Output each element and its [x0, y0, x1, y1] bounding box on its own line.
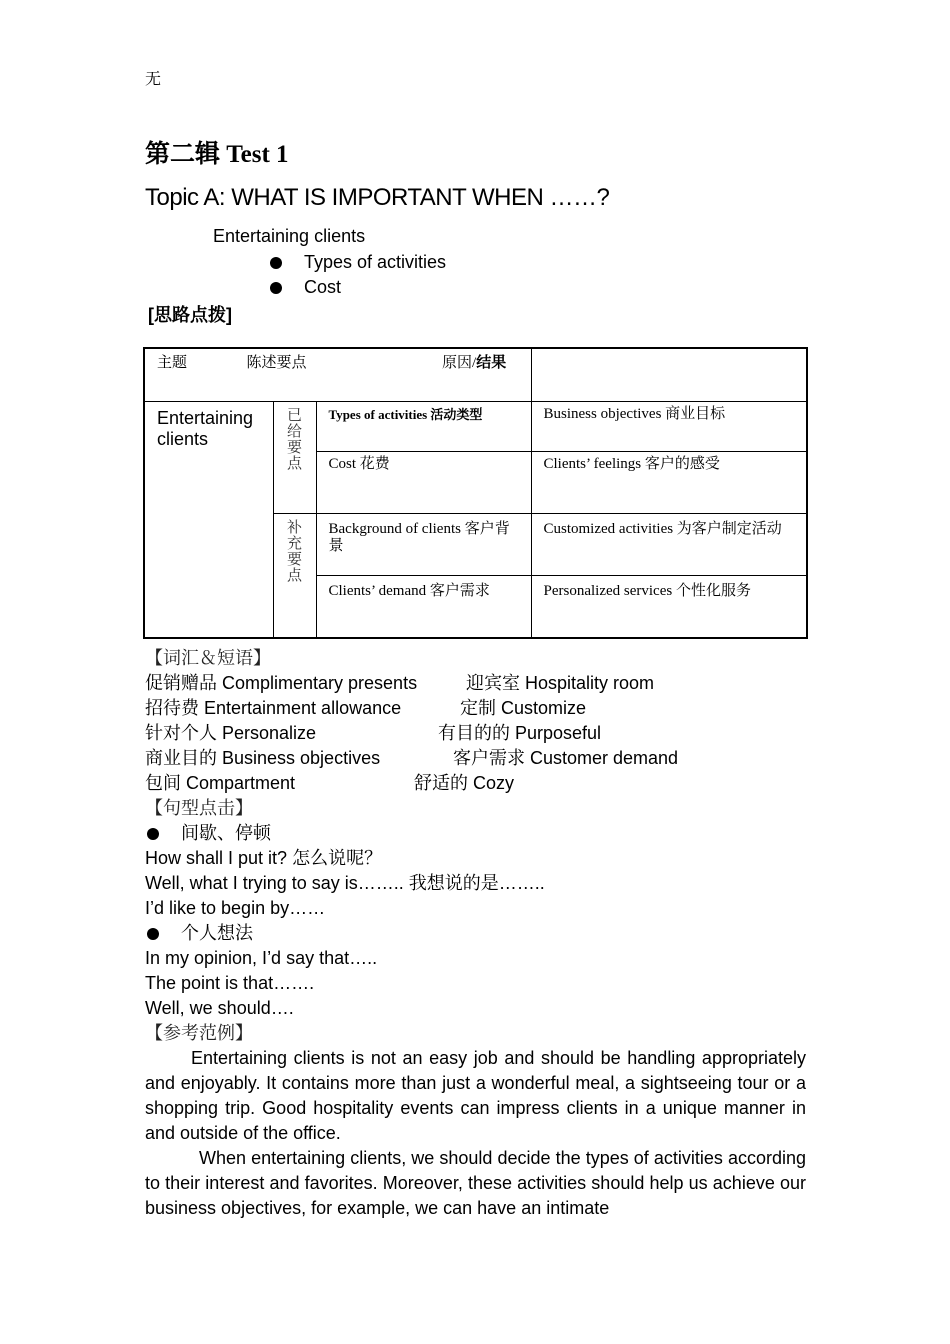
vocab-heading: 【词汇＆短语】: [145, 648, 271, 668]
list-item: Types of activities: [268, 250, 446, 275]
extra-points-label: 补 充 要 点: [273, 514, 316, 638]
list-item: 商业目的 Business objectives 客户需求 Customer demand: [145, 748, 679, 768]
subject-cell: Entertaining clients: [144, 402, 273, 638]
bullet-icon: [147, 828, 159, 840]
point-cell: Clients’ demand 客户需求: [316, 576, 531, 638]
point-cell: Cost 花费: [316, 452, 531, 514]
reason-cell: Customized activities 为客户制定活动: [531, 514, 807, 576]
header-reason-bold: 结果: [476, 355, 507, 371]
header-points: 陈述要点: [246, 355, 307, 371]
list-item: Well, what I trying to say is…….. 我想说的是……..: [145, 873, 545, 893]
bullet-icon: [270, 257, 282, 269]
given-points-label: 已 给 要 点: [273, 402, 316, 514]
sentence-heading: 【句型点击】: [145, 798, 253, 818]
bullet-icon: [147, 928, 159, 940]
list-item: In my opinion, I’d say that…..: [145, 948, 378, 968]
list-item: 促销赠品 Complimentary presents 迎宾室 Hospitality room: [145, 673, 655, 693]
list-item: Well, we should….: [145, 998, 294, 1018]
table-header-row: [144, 348, 807, 402]
list-item: 包间 Compartment 舒适的 Cozy: [145, 773, 515, 793]
table-row: [144, 402, 807, 452]
point-cell: Background of clients 客户背景: [316, 514, 531, 576]
header-topic: 主题: [157, 355, 188, 371]
list-item: Cost: [268, 275, 446, 300]
vocab-section: [145, 646, 678, 1046]
pause-heading: 间歇、停顿: [145, 821, 678, 846]
point-cell: Types of activities 活动类型: [316, 402, 531, 452]
sample-paragraph: When entertaining clients, we should decide the types of activities according to their interest and favorites. Moreover, these activities should help us achieve our business objectives, for example, we can have an intimate: [145, 1148, 806, 1218]
list-item: The point is that…….: [145, 973, 315, 993]
sample-heading: 【参考范例】: [145, 1023, 253, 1043]
header-reason: 原因/: [442, 355, 477, 371]
bullet-icon: [270, 282, 282, 294]
sample-paragraph: Entertaining clients is not an easy job and should be handling appropriately and enjoyably. It contains more than just a wonderful meal, a sightseeing tour or a shopping trip. Good hospitality events can impress clients in a unique manner in and outside of the office.: [145, 1048, 806, 1143]
tip-label: [思路点拨]: [148, 305, 232, 325]
reason-cell: Clients’ feelings 客户的感受: [531, 452, 807, 514]
ideas-table: [143, 347, 808, 639]
volume-title: 第二辑 Test 1: [145, 141, 289, 168]
topic-subject: Entertaining clients: [213, 226, 366, 246]
reason-cell: Business objectives 商业目标: [531, 402, 807, 452]
topic-bullet-list: [268, 250, 446, 300]
reason-cell: Personalized services 个性化服务: [531, 576, 807, 638]
list-item: 招待费 Entertainment allowance 定制 Customize: [145, 698, 587, 718]
header-note: 无: [145, 71, 162, 88]
list-item: How shall I put it? 怎么说呢？: [145, 848, 383, 868]
list-item: 针对个人 Personalize 有目的的 Purposeful: [145, 723, 602, 743]
topic-title: Topic A: WHAT IS IMPORTANT WHEN ……?: [145, 184, 610, 211]
opinion-heading: 个人想法: [145, 921, 678, 946]
list-item: I’d like to begin by……: [145, 898, 326, 918]
